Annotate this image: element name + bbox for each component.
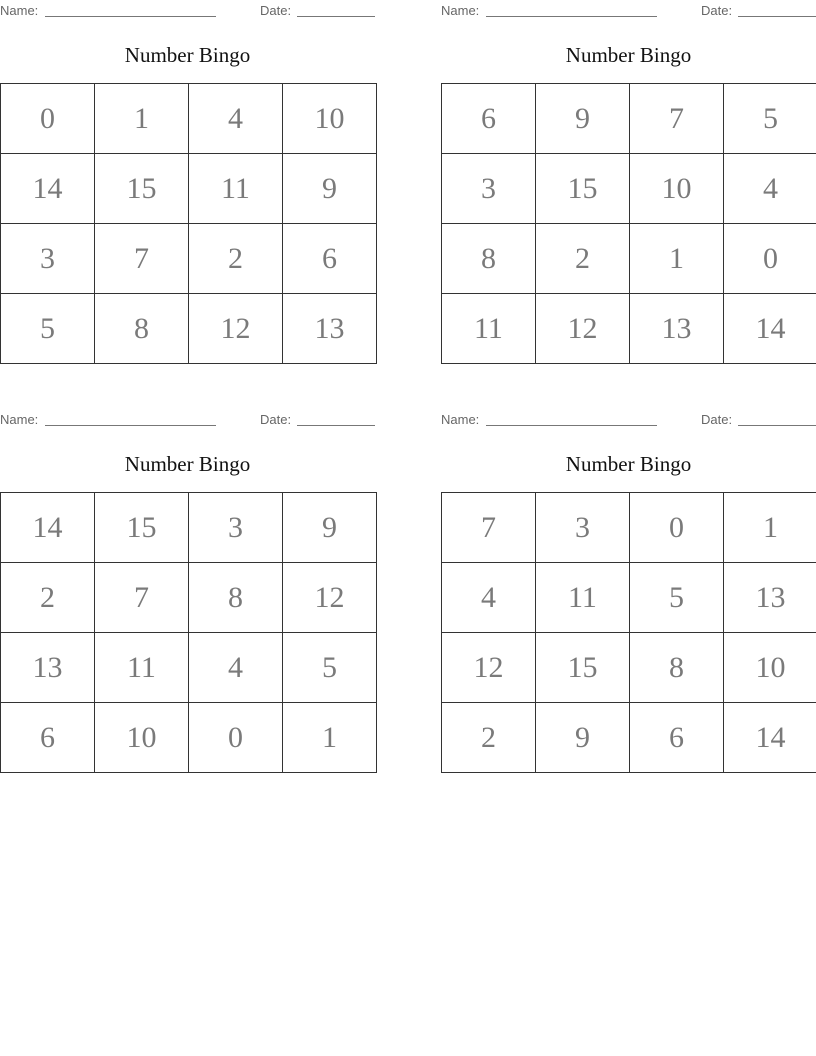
grid-cell: 1 <box>95 84 189 154</box>
grid-cell: 6 <box>1 703 95 773</box>
grid-cell: 0 <box>724 224 816 294</box>
grid-cell: 3 <box>189 493 283 563</box>
bingo-card <box>0 409 375 774</box>
grid-cell: 12 <box>189 294 283 364</box>
grid-cell: 2 <box>442 703 536 773</box>
grid-cell: 14 <box>1 493 95 563</box>
grid-cell: 8 <box>95 294 189 364</box>
date-label: Date: <box>701 412 733 427</box>
grid-cell: 14 <box>1 154 95 224</box>
card-header <box>0 3 375 19</box>
grid-cell: 4 <box>724 154 816 224</box>
grid-row <box>442 493 816 563</box>
name-label: Name: <box>441 3 480 18</box>
name-field-line <box>45 425 216 426</box>
grid-row <box>1 633 377 703</box>
grid-cell: 11 <box>536 563 630 633</box>
grid-cell: 9 <box>283 493 377 563</box>
grid-row <box>442 633 816 703</box>
grid-cell: 14 <box>724 703 816 773</box>
grid-cell: 9 <box>536 703 630 773</box>
date-label: Date: <box>260 412 292 427</box>
grid-cell: 0 <box>630 493 724 563</box>
grid-cell: 11 <box>189 154 283 224</box>
grid-row <box>1 294 377 364</box>
grid-row <box>1 493 377 563</box>
grid-row <box>1 563 377 633</box>
grid-cell: 2 <box>189 224 283 294</box>
grid-cell: 8 <box>630 633 724 703</box>
grid-row <box>442 224 816 294</box>
card-title: Number Bingo <box>565 43 692 67</box>
grid-cell: 2 <box>536 224 630 294</box>
bingo-grid <box>0 83 377 364</box>
name-field-line <box>45 16 216 17</box>
grid-cell: 7 <box>95 563 189 633</box>
grid-cell: 15 <box>536 633 630 703</box>
date-field-line <box>738 425 816 426</box>
card-title: Number Bingo <box>565 452 692 476</box>
grid-cell: 10 <box>95 703 189 773</box>
grid-cell: 15 <box>536 154 630 224</box>
grid-cell: 5 <box>630 563 724 633</box>
grid-cell: 1 <box>630 224 724 294</box>
grid-cell: 0 <box>1 84 95 154</box>
name-field-line <box>486 16 657 17</box>
grid-cell: 11 <box>442 294 536 364</box>
name-label: Name: <box>0 412 39 427</box>
date-field-line <box>297 425 375 426</box>
card-header <box>441 412 816 428</box>
grid-cell: 4 <box>442 563 536 633</box>
date-label: Date: <box>701 3 733 18</box>
grid-cell: 15 <box>95 493 189 563</box>
grid-row <box>1 703 377 773</box>
grid-cell: 2 <box>1 563 95 633</box>
date-field-line <box>297 16 375 17</box>
grid-cell: 5 <box>1 294 95 364</box>
name-label: Name: <box>441 412 480 427</box>
grid-cell: 10 <box>283 84 377 154</box>
bingo-grid <box>441 492 816 773</box>
grid-cell: 7 <box>442 493 536 563</box>
grid-cell: 4 <box>189 84 283 154</box>
grid-cell: 8 <box>442 224 536 294</box>
grid-cell: 6 <box>630 703 724 773</box>
grid-cell: 3 <box>442 154 536 224</box>
grid-cell: 3 <box>536 493 630 563</box>
grid-cell: 14 <box>724 294 816 364</box>
grid-cell: 9 <box>283 154 377 224</box>
card-title: Number Bingo <box>124 452 251 476</box>
grid-cell: 13 <box>283 294 377 364</box>
bingo-card <box>441 409 816 774</box>
grid-cell: 1 <box>724 493 816 563</box>
grid-cell: 4 <box>189 633 283 703</box>
date-label: Date: <box>260 3 292 18</box>
grid-row <box>1 154 377 224</box>
grid-cell: 7 <box>95 224 189 294</box>
grid-cell: 6 <box>442 84 536 154</box>
grid-row <box>1 84 377 154</box>
grid-cell: 15 <box>95 154 189 224</box>
grid-cell: 13 <box>1 633 95 703</box>
grid-row <box>442 563 816 633</box>
card-title: Number Bingo <box>124 43 251 67</box>
grid-cell: 5 <box>724 84 816 154</box>
grid-row <box>442 84 816 154</box>
grid-cell: 7 <box>630 84 724 154</box>
grid-row <box>442 294 816 364</box>
grid-row <box>442 154 816 224</box>
bingo-grid <box>0 492 377 773</box>
grid-cell: 11 <box>95 633 189 703</box>
grid-cell: 10 <box>724 633 816 703</box>
date-field-line <box>738 16 816 17</box>
bingo-card <box>441 0 816 365</box>
grid-cell: 6 <box>283 224 377 294</box>
bingo-card <box>0 0 375 365</box>
grid-row <box>1 224 377 294</box>
name-field-line <box>486 425 657 426</box>
grid-cell: 13 <box>724 563 816 633</box>
grid-cell: 12 <box>283 563 377 633</box>
card-header <box>441 3 816 19</box>
grid-cell: 12 <box>536 294 630 364</box>
grid-cell: 3 <box>1 224 95 294</box>
name-label: Name: <box>0 3 39 18</box>
grid-cell: 12 <box>442 633 536 703</box>
grid-cell: 9 <box>536 84 630 154</box>
grid-cell: 0 <box>189 703 283 773</box>
card-header <box>0 412 375 428</box>
grid-row <box>442 703 816 773</box>
grid-cell: 1 <box>283 703 377 773</box>
grid-cell: 8 <box>189 563 283 633</box>
grid-cell: 5 <box>283 633 377 703</box>
bingo-grid <box>441 83 816 364</box>
grid-cell: 10 <box>630 154 724 224</box>
grid-cell: 13 <box>630 294 724 364</box>
